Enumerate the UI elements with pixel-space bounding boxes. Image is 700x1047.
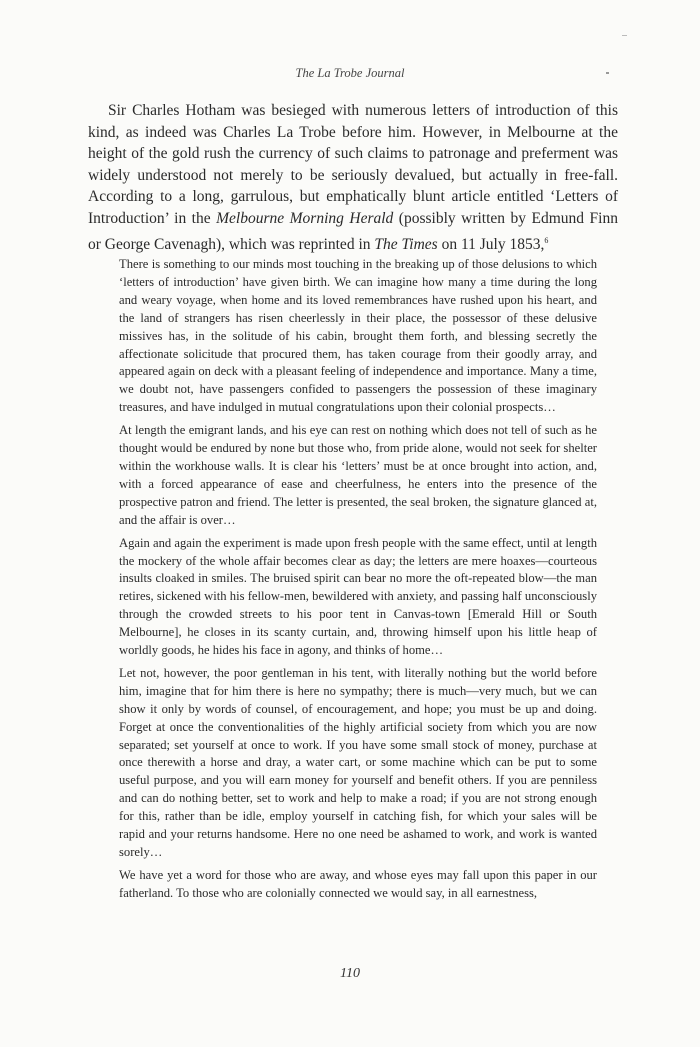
times-title: The Times — [374, 235, 438, 253]
quote-paragraph-4: Let not, however, the poor gentleman in his tent, with literally nothing but the world before him, imagine that for him there is here no sympathy; there is much—very much, but we can show it only by words of counsel, of encouragement, and hope; you must be up and doing. Forget at once the conventionalities of the highly artificial society from which you are now separated; set yourself at once to work. If you have some small stock of money, purchase at once therewith a horse and dray, a water cart, or some machine which can be put to some useful purpose, and you will earn money for yourself and benefit others. If you are penniless and can do nothing better, set to work and help to make a road; if you are not strong enough for this, rather than be idle, employ yourself in catching fish, for which your sales will be rapid and your returns handsome. Here no one need be ashamed to work, and work is wanted sorely… — [119, 665, 597, 859]
scan-mark — [622, 35, 627, 36]
quote-paragraph-2: At length the emigrant lands, and his eye can rest on nothing which does not tell of such as he thought would be endured by none but those who, from pride alone, would not seek for shelter within the workhouse walls. It is clear his ‘letters’ must be at once brought into action, and, with a forced appearance of ease and cheerfulness, he enters into the presence of the prospective patron and friend. The letter is presented, the seal broken, the signature glanced at, and the affair is over… — [119, 423, 597, 527]
block-quote — [119, 256, 597, 908]
quote-paragraph-5: We have yet a word for those who are away, and whose eyes may fall upon this paper in our fatherland. To those who are colonially connected we would say, in all earnestness, — [119, 867, 597, 900]
quote-paragraph-3: Again and again the experiment is made upon fresh people with the same effect, until at length the mockery of the whole affair becomes clear as day; the letters are mere hoaxes—courteous insults cloaked in smiles. The bruised spirit can bear no more the oft-repeated blow—the man retires, sickened with his fellow-men, bewildered with anxiety, and passing half unconsciously through the crowded streets to his poor tent in Canvas-town [Emerald Hill or South Melbourne], he closes in its scanty curtain, and, throwing himself upon his little heap of worldly goods, he hides his face in agony, and thinks of home… — [119, 535, 597, 658]
intro-paragraph — [88, 100, 618, 255]
intro-text-3: on 11 July 1853, — [437, 235, 545, 253]
running-head: The La Trobe Journal — [295, 66, 405, 80]
intro-text: Sir Charles Hotham was besieged with numerous letters of introduction of this kind, as indeed was Charles La Trobe before him. However, in Melbourne at the height of the gold rush the currency of such claims to patronage and preferment was widely understood not merely to be seriously devalued, but actually in free-fall. According to a long, garrulous, but emphatically blunt article entitled ‘Letters of Introduction’ in the — [88, 102, 618, 227]
newspaper-title: Melbourne Morning Herald — [216, 209, 394, 227]
footnote-marker: 6 — [544, 235, 549, 245]
intro-text-2: (possibly written by Edmund Finn or George Cavenagh), which was reprinted in — [88, 209, 618, 253]
page-number: 110 — [340, 966, 360, 981]
quote-paragraph-1: There is something to our minds most touching in the breaking up of those delusions to which ‘letters of introduction’ have given birth. We can imagine how many a time during the long and weary voyage, when home and its loved remembrances have rushed upon his heart, and the land of strangers has risen cheerlessly in their place, the possessor of these delusive missives has, in the solitude of his cabin, brought them forth, and blessing secretly the affectionate solicitude that procured them, has taken courage from their goodly array, and appeared again on deck with a pleasant feeling of independence and importance. Many a time, we doubt not, have passengers confided to passengers the possession of these imaginary treasures, and have indulged in mutual congratulations upon their colonial prospects… — [119, 257, 597, 415]
